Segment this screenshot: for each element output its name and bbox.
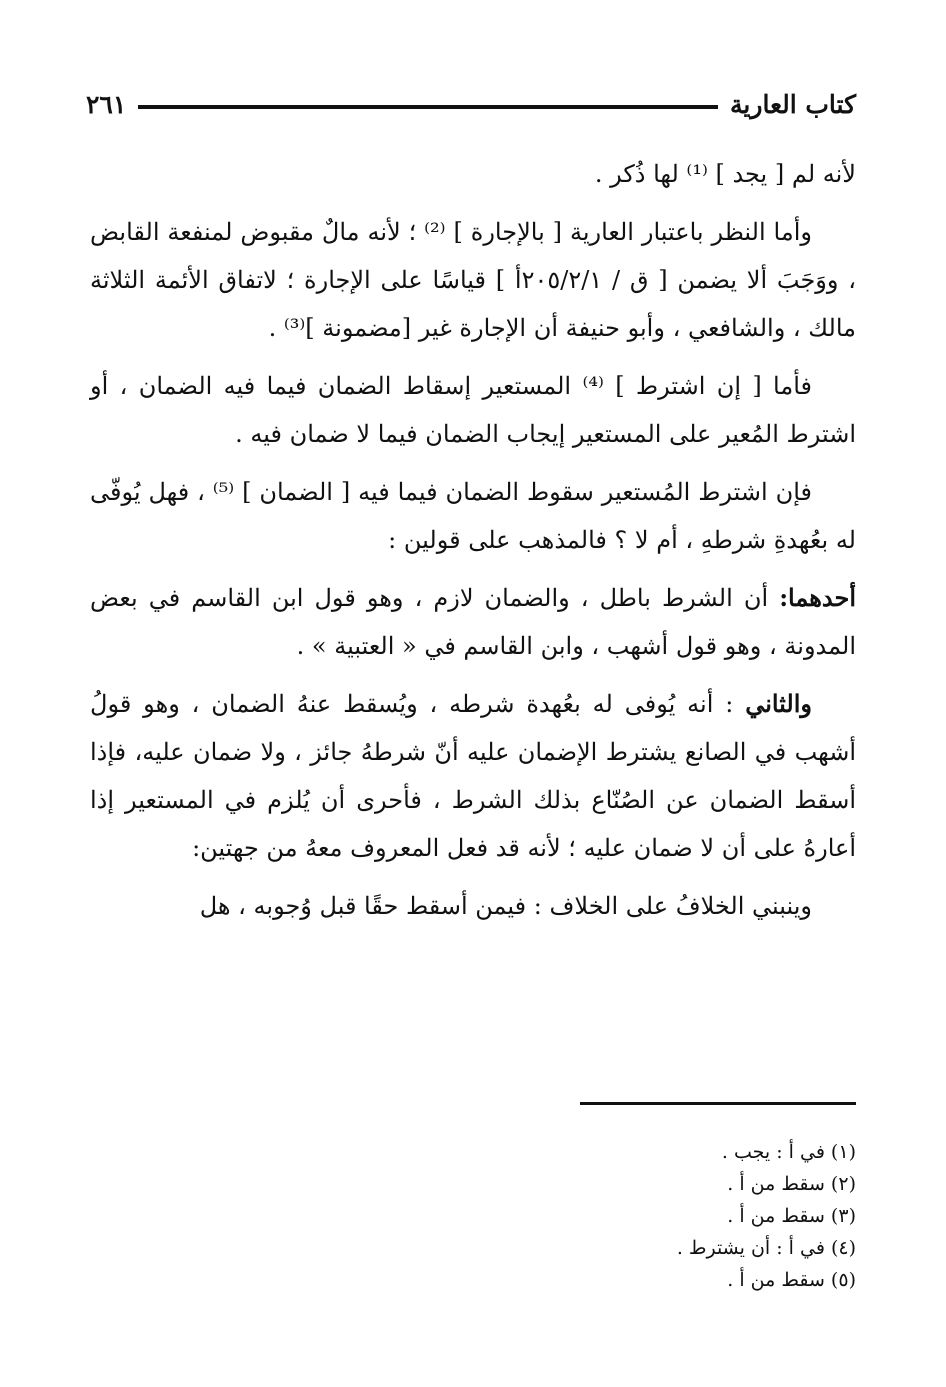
footnote: (١) في أ : يجب .: [721, 1141, 856, 1163]
chapter-title: كتاب العارية: [730, 89, 856, 119]
footnote: (٢) سقط من أ .: [727, 1173, 856, 1195]
paragraph: فإن اشترط المُستعير سقوط الضمان فيما فيه [ الضمان ] ⁽⁵⁾ ، فهل يُوفّى له بعُهدةِ شرطهِ ، أم لا ؟ فالمذهب على قولين :: [90, 478, 856, 554]
paragraph: لأنه لم [ يجد ] ⁽¹⁾ لها ذُكر .: [594, 160, 856, 188]
paragraph: وينبني الخلافُ على الخلاف : فيمن أسقط حقًا قبل وُجوبه ، هل: [199, 892, 812, 920]
main-text: [90, 150, 856, 940]
footnotes: [500, 1136, 856, 1296]
paragraph: والثاني : أنه يُوفى له بعُهدة شرطه ، ويُسقط عنهُ الضمان ، وهو قولُ أشهب في الصانع يشترط الإضمان عليه أنّ شرطهُ جائز ، ولا ضمان عليه، فإذا أسقط الضمان عن الصُنّاع بذلك الشرط ، فأحرى أن يُلزم في المستعير إذا أعارهُ على أن لا ضمان عليه ؛ لأنه قد فعل المعروف معهُ من جهتين:: [90, 689, 856, 862]
footnote: (٤) في أ : أن يشترط .: [676, 1237, 856, 1259]
paragraph: أحدهما: أن الشرط باطل ، والضمان لازم ، وهو قول ابن القاسم في بعض المدونة ، وهو قول أشهب ، وابن القاسم في « العتبية » .: [90, 583, 856, 660]
paragraph-lead: أحدهما:: [779, 583, 856, 612]
footnote: (٣) سقط من أ .: [727, 1205, 856, 1227]
paragraph: فأما [ إن اشترط ] ⁽⁴⁾ المستعير إسقاط الضمان فيما فيه الضمان ، أو اشترط المُعير على المستعير إيجاب الضمان فيما لا ضمان فيه .: [90, 372, 856, 448]
header-rule: [138, 105, 718, 109]
running-header: [86, 82, 856, 126]
footnote-separator: [580, 1102, 856, 1105]
footnote: (٥) سقط من أ .: [727, 1269, 856, 1291]
paragraph-lead: والثاني: [745, 689, 812, 718]
paragraph: وأما النظر باعتبار العارية [ بالإجارة ] ⁽²⁾ ؛ لأنه مالٌ مقبوض لمنفعة القابض ، ووَجَبَ ألا يضمن [ ق / ٢٠٥/٢/١أ ] قياسًا على الإجارة ؛ لاتفاق الأئمة الثلاثة مالك ، والشافعي ، وأبو حنيفة أن الإجارة غير [مضمونة ]⁽³⁾ .: [90, 218, 857, 342]
page-number: ٢٦١: [86, 89, 127, 119]
